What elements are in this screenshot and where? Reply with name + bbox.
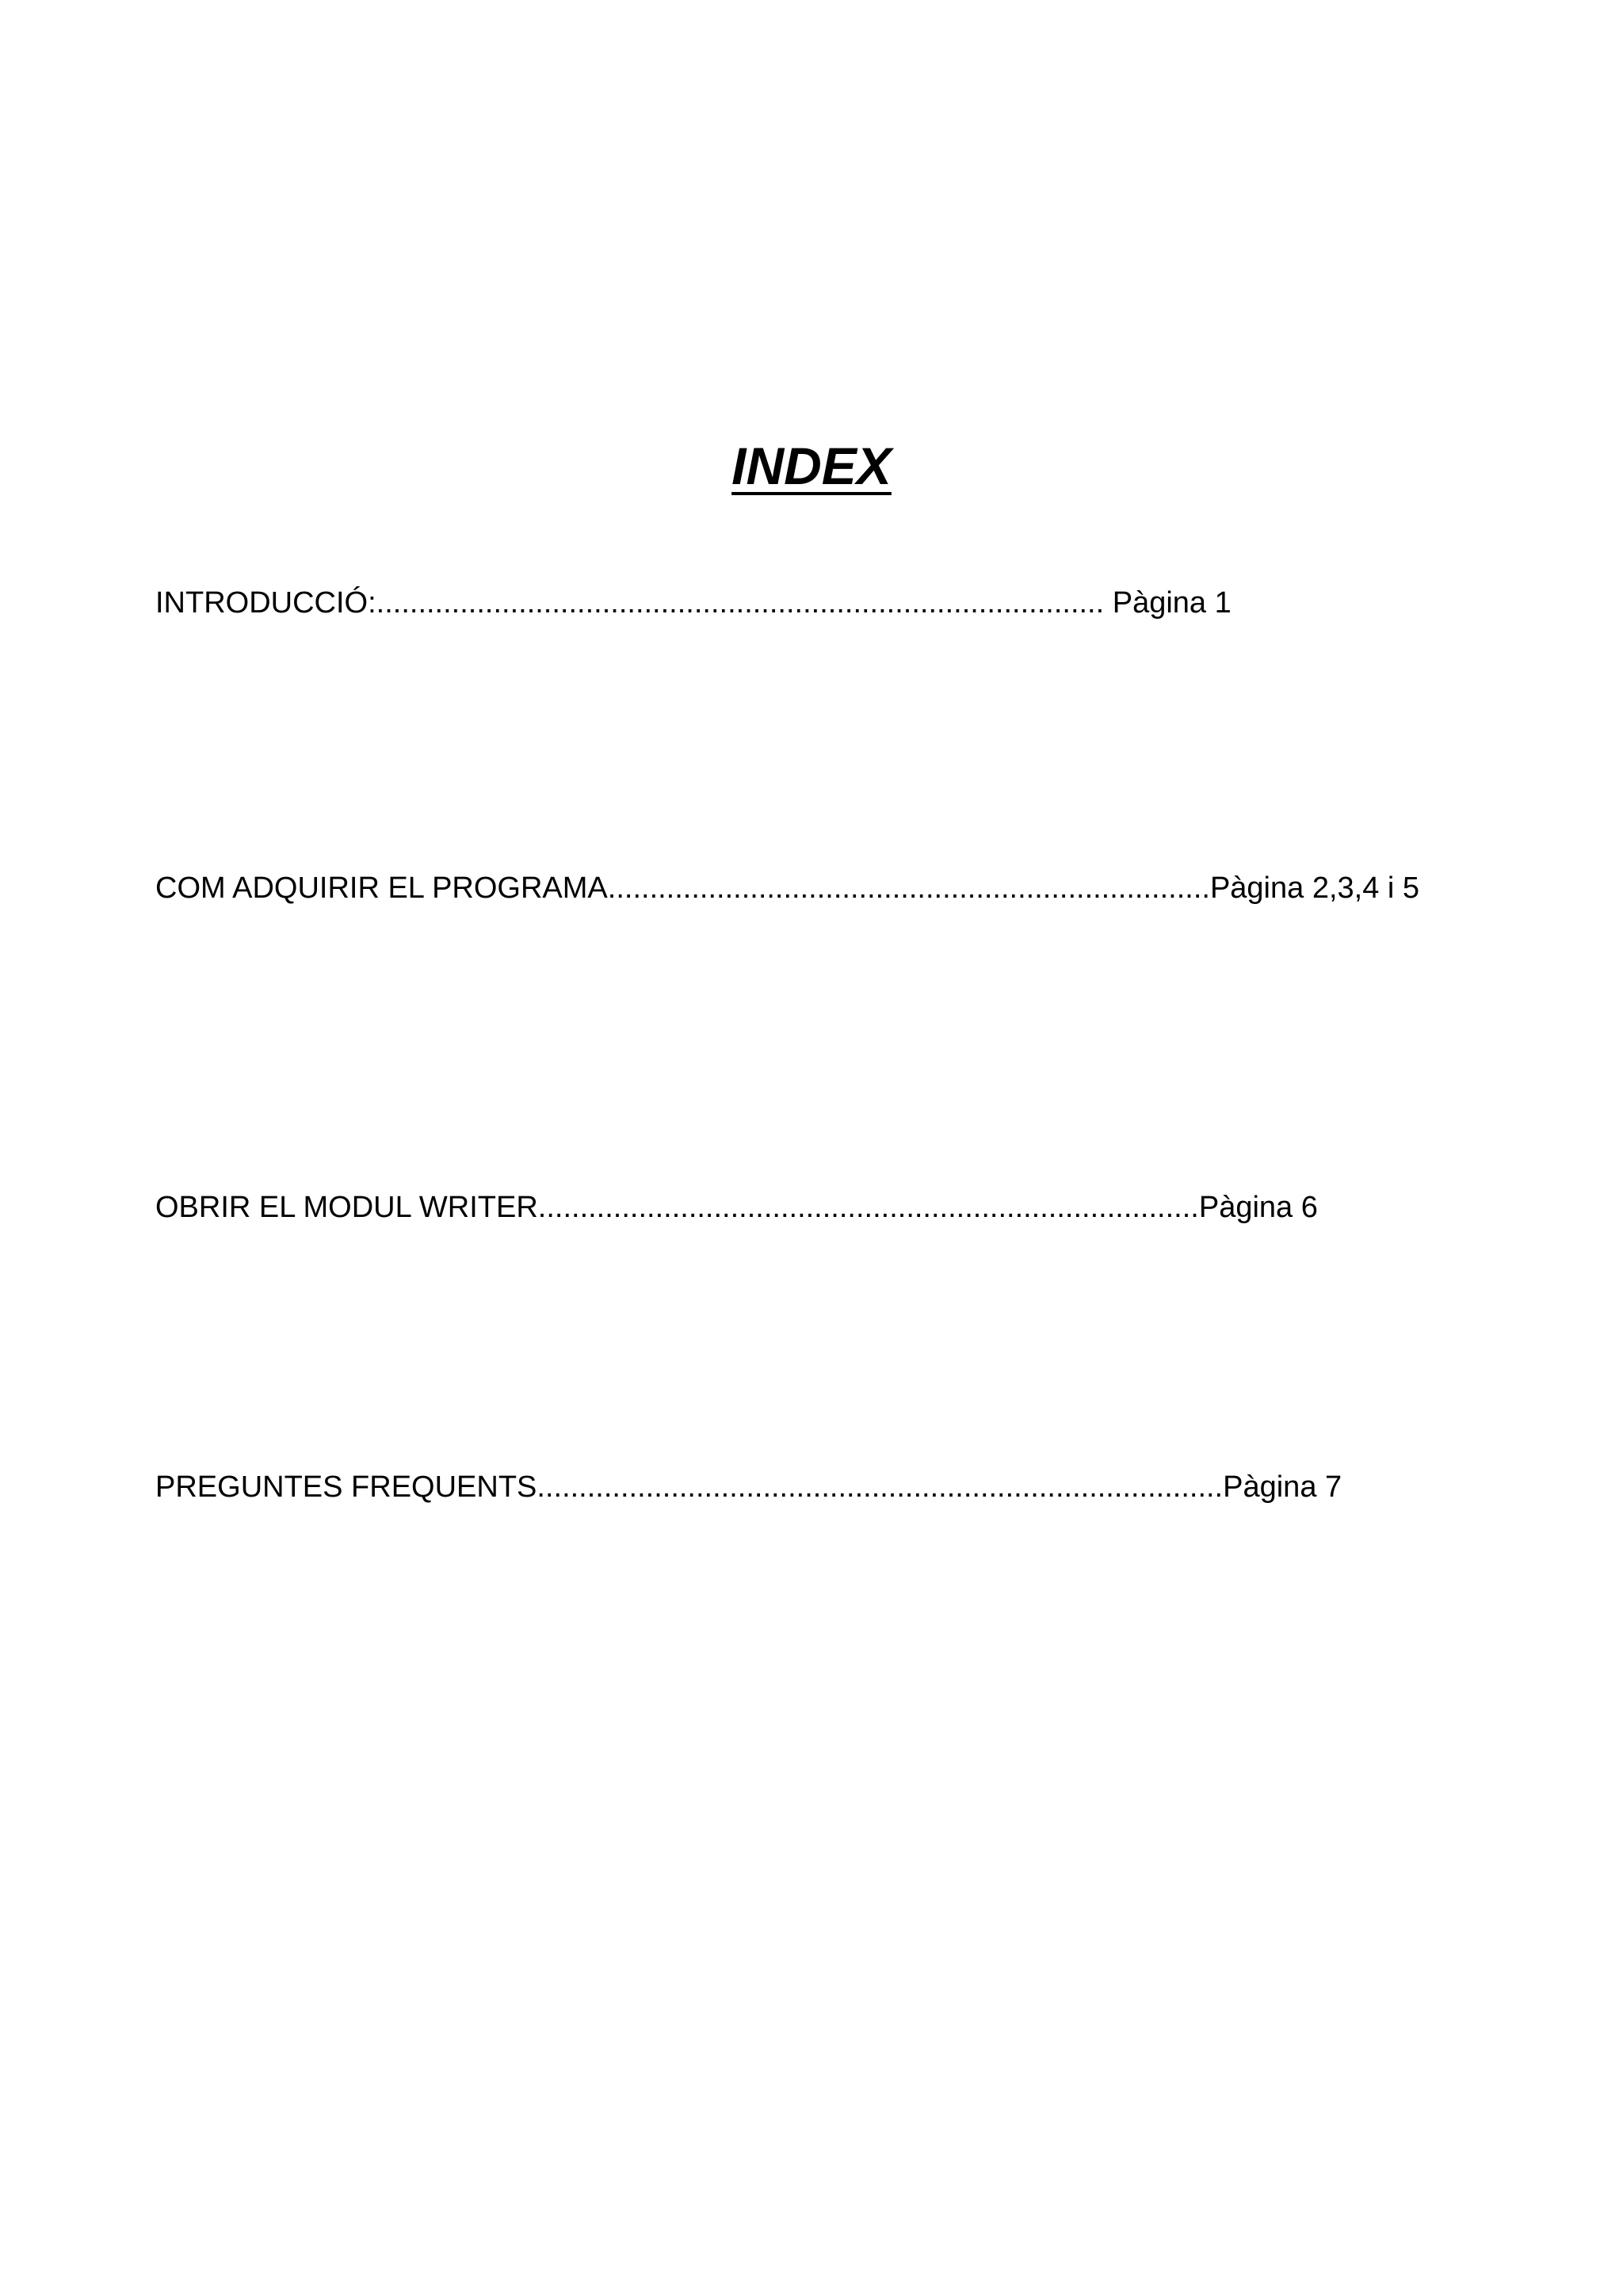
toc-entry-label: INTRODUCCIÓ: [155, 586, 376, 620]
toc-leader-dots: ........................................................................ [607, 871, 1210, 905]
toc-entry-label: PREGUNTES FREQUENTS [155, 1470, 537, 1504]
toc-leader-dots: ....................................................................................... [376, 586, 1105, 620]
toc-entry-label: OBRIR EL MODUL WRITER [155, 1191, 538, 1224]
toc-page-ref: Pàgina 1 [1104, 586, 1232, 620]
toc-entry-obrir-modul [155, 1192, 1318, 1222]
toc-entry-introduccio [155, 588, 1232, 618]
toc-entry-com-adquirir [155, 873, 1419, 903]
toc-entry-label: COM ADQUIRIR EL PROGRAMA [155, 871, 608, 905]
toc-leader-dots: ............................................................................... [537, 1191, 1199, 1224]
toc-page-ref: Pàgina 7 [1223, 1470, 1342, 1504]
toc-page-ref: Pàgina 2,3,4 i 5 [1209, 871, 1420, 905]
toc-page-ref: Pàgina 6 [1198, 1191, 1318, 1224]
page-title: INDEX [731, 437, 892, 495]
toc-leader-dots: .................................................................................. [537, 1470, 1224, 1504]
toc-entry-preguntes [155, 1472, 1342, 1502]
